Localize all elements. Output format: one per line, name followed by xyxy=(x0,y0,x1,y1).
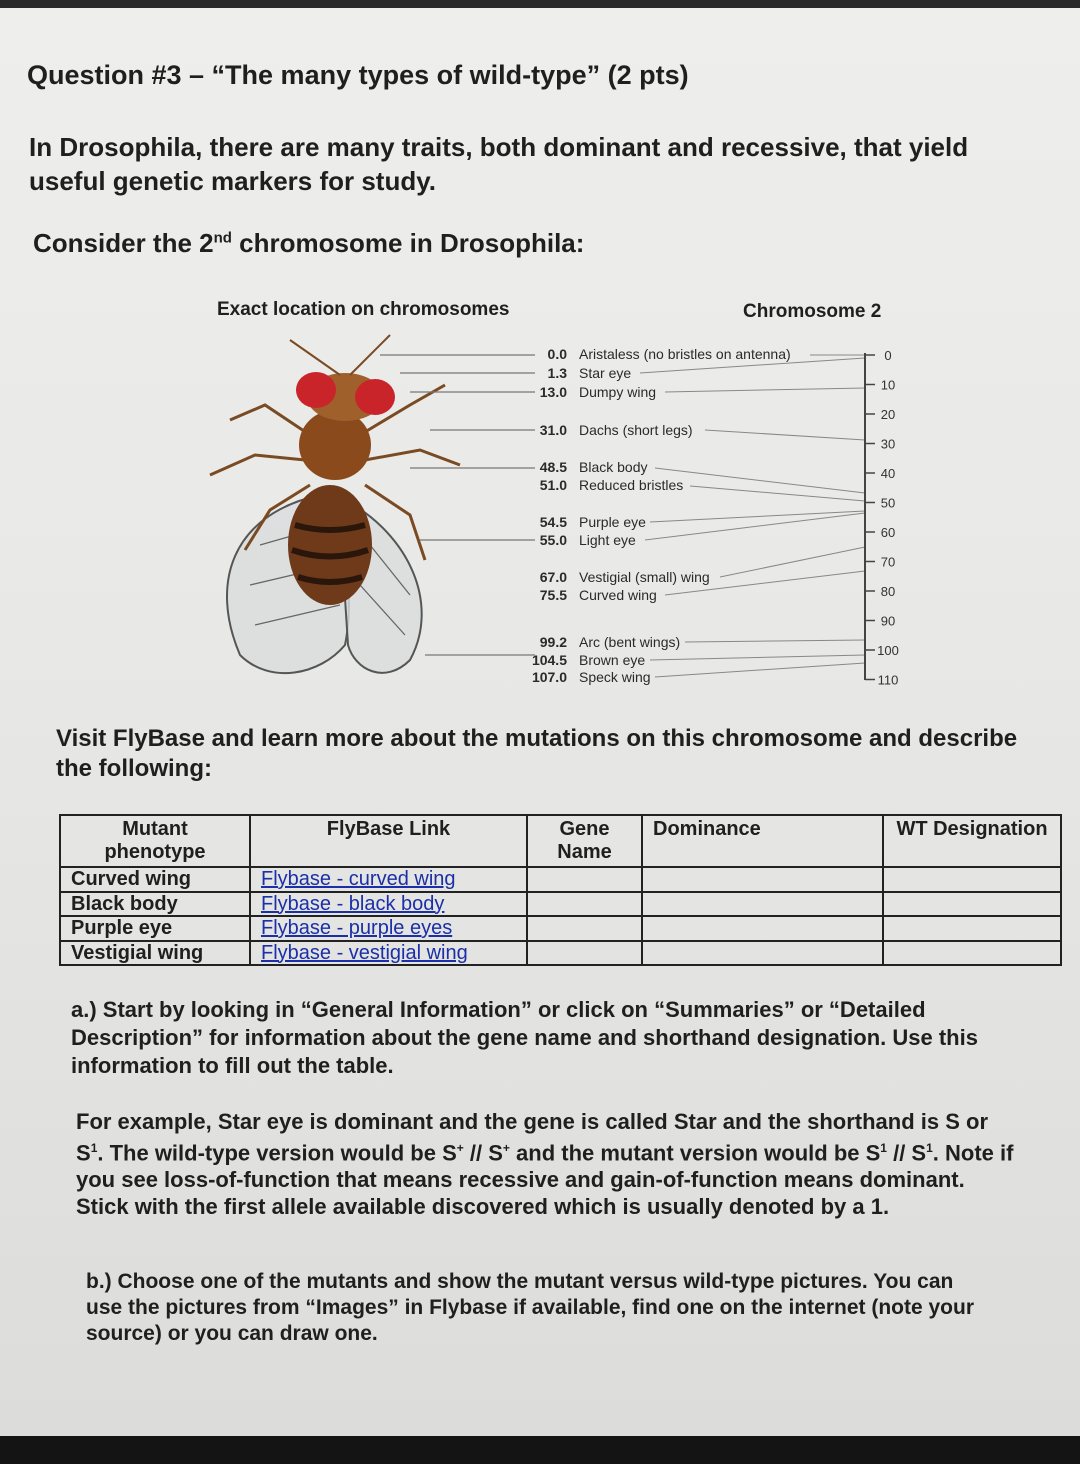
locus-row xyxy=(525,587,657,603)
scale-tick-label: 100 xyxy=(877,643,899,658)
locus-row xyxy=(525,365,631,381)
wt-designation-cell[interactable] xyxy=(883,941,1061,966)
locus-position: 0.0 xyxy=(547,346,567,362)
phenotype-cell: Curved wing xyxy=(60,867,250,892)
locus-row xyxy=(525,569,710,585)
locus-name: Reduced bristles xyxy=(579,477,684,493)
phenotype-cell: Purple eye xyxy=(60,916,250,941)
locus-position: 75.5 xyxy=(539,587,567,603)
locus-name: Arc (bent wings) xyxy=(579,634,681,650)
scale-tick-label: 90 xyxy=(880,613,896,629)
locus-name: Vestigial (small) wing xyxy=(579,569,710,585)
locus-row xyxy=(525,384,656,400)
flybase-link-curved-wing[interactable]: Flybase - curved wing xyxy=(261,868,456,890)
table-row xyxy=(60,941,1061,966)
bottom-edge xyxy=(0,1436,1080,1464)
gene-name-cell[interactable] xyxy=(527,892,642,917)
intro-text: In Drosophila, there are many traits, both dominant and recessive, that yield useful genetic markers for study. xyxy=(29,132,969,196)
locus-name: Star eye xyxy=(579,365,632,381)
scale-tick-label: 110 xyxy=(877,672,899,688)
instruction-b: b.) Choose one of the mutants and show the mutant versus wild-type pictures. You can use the pictures from “Images” in Flybase if available, find one on the internet (note your source) or you can draw one. xyxy=(86,1270,974,1345)
locus-position: 104.5 xyxy=(531,652,567,668)
fruit-fly-illustration xyxy=(210,335,460,673)
locus-position: 107.0 xyxy=(531,669,567,685)
scale-tick-label: 0 xyxy=(884,348,892,363)
locus-position: 67.0 xyxy=(539,569,567,585)
header-gene-name: Gene Name xyxy=(527,815,642,867)
scale-tick-label: 50 xyxy=(880,495,896,511)
instruction-a: a.) Start by looking in “General Information” or click on “Summaries” or “Detailed Description” for information about the gene name and shorthand designation. Use this information to fill out the table. xyxy=(71,997,978,1078)
locus-row xyxy=(525,634,680,650)
mutant-table xyxy=(59,814,1062,966)
example-paragraph: For example, Star eye is dominant and the gene is called Star and the shorthand is S or $S^1$. The wild-type version would be S+ // S+ and the mutant version would be $S^1 // S^1$. Note if you see loss-of-function that means recessive and gain-of-function means dominant. Stick with the first allele available discovered which is usually denoted by a 1. xyxy=(76,1109,1014,1220)
locus-row xyxy=(525,422,693,438)
scale-tick-label: 80 xyxy=(880,584,896,599)
gene-name-cell[interactable] xyxy=(527,941,642,966)
wt-designation-cell[interactable] xyxy=(883,867,1061,892)
scale-tick-label: 10 xyxy=(880,377,896,393)
locus-name: Brown eye xyxy=(579,652,646,668)
leader-lines xyxy=(640,355,865,677)
locus-position: 13.0 xyxy=(539,384,567,400)
table-row xyxy=(60,867,1061,892)
locus-position: 55.0 xyxy=(539,532,567,548)
figure-right-label: Chromosome 2 xyxy=(743,301,882,322)
locus-name: Dachs (short legs) xyxy=(579,422,693,438)
locus-name: Black body xyxy=(579,459,648,475)
locus-row xyxy=(525,477,683,493)
header-wt-designation: WT Designation xyxy=(883,815,1061,867)
dominance-cell[interactable] xyxy=(642,892,883,917)
flybase-link-cell xyxy=(250,916,527,941)
locus-row xyxy=(525,652,645,668)
question-title: Question #3 – “The many types of wild-type” (2 pts) xyxy=(27,60,689,90)
locus-position: 99.2 xyxy=(539,634,567,650)
header-dominance: Dominance xyxy=(642,815,883,867)
header-mutant-phenotype: Mutant phenotype xyxy=(60,815,250,867)
locus-name: Dumpy wing xyxy=(579,384,657,400)
flybase-link-cell xyxy=(250,867,527,892)
locus-row xyxy=(525,514,646,530)
locus-position: 54.5 xyxy=(539,514,567,530)
locus-row xyxy=(525,459,647,475)
locus-name: Purple eye xyxy=(579,514,646,530)
locus-position: 1.3 xyxy=(547,365,567,381)
scale-tick-label: 30 xyxy=(880,436,896,452)
dominance-cell[interactable] xyxy=(642,867,883,892)
locus-row xyxy=(525,532,636,548)
locus-name: Curved wing xyxy=(579,587,657,603)
flybase-link-cell xyxy=(250,892,527,917)
locus-position: 48.5 xyxy=(539,459,567,475)
flybase-link-cell xyxy=(250,941,527,966)
table-row xyxy=(60,892,1061,917)
flybase-link-black-body[interactable]: Flybase - black body xyxy=(261,892,445,915)
locus-position: 51.0 xyxy=(539,477,567,493)
figure-left-label: Exact location on chromosomes xyxy=(217,299,510,320)
flybase-link-vestigial-wing[interactable]: Flybase - vestigial wing xyxy=(261,941,468,964)
visit-instructions: Visit FlyBase and learn more about the mutations on this chromosome and describe the following: xyxy=(56,725,1018,782)
table-row xyxy=(60,916,1061,941)
flybase-link-purple-eyes[interactable]: Flybase - purple eyes xyxy=(261,917,453,939)
locus-name: Speck wing xyxy=(579,669,651,685)
locus-name: Light eye xyxy=(579,532,636,548)
dominance-cell[interactable] xyxy=(642,916,883,941)
scale-tick-label: 20 xyxy=(880,407,896,422)
dominance-cell[interactable] xyxy=(642,941,883,966)
header-flybase-link: FlyBase Link xyxy=(250,815,527,867)
phenotype-cell: Vestigial wing xyxy=(60,941,250,966)
locus-row xyxy=(525,669,651,685)
phenotype-cell: Black body xyxy=(60,892,250,917)
locus-position: 31.0 xyxy=(539,422,567,438)
locus-row xyxy=(525,346,791,362)
gene-name-cell[interactable] xyxy=(527,867,642,892)
scale-tick-label: 40 xyxy=(880,466,896,481)
locus-name: Aristaless (no bristles on antenna) xyxy=(579,346,791,362)
scale-tick-label: 60 xyxy=(880,525,896,540)
wt-designation-cell[interactable] xyxy=(883,916,1061,941)
gene-name-cell[interactable] xyxy=(527,916,642,941)
wt-designation-cell[interactable] xyxy=(883,892,1061,917)
top-edge xyxy=(0,0,1080,8)
scale-tick-label: 70 xyxy=(880,554,896,570)
consider-heading: Consider the 2nd chromosome in Drosophila: xyxy=(33,228,585,258)
scale-ticks xyxy=(865,348,899,688)
